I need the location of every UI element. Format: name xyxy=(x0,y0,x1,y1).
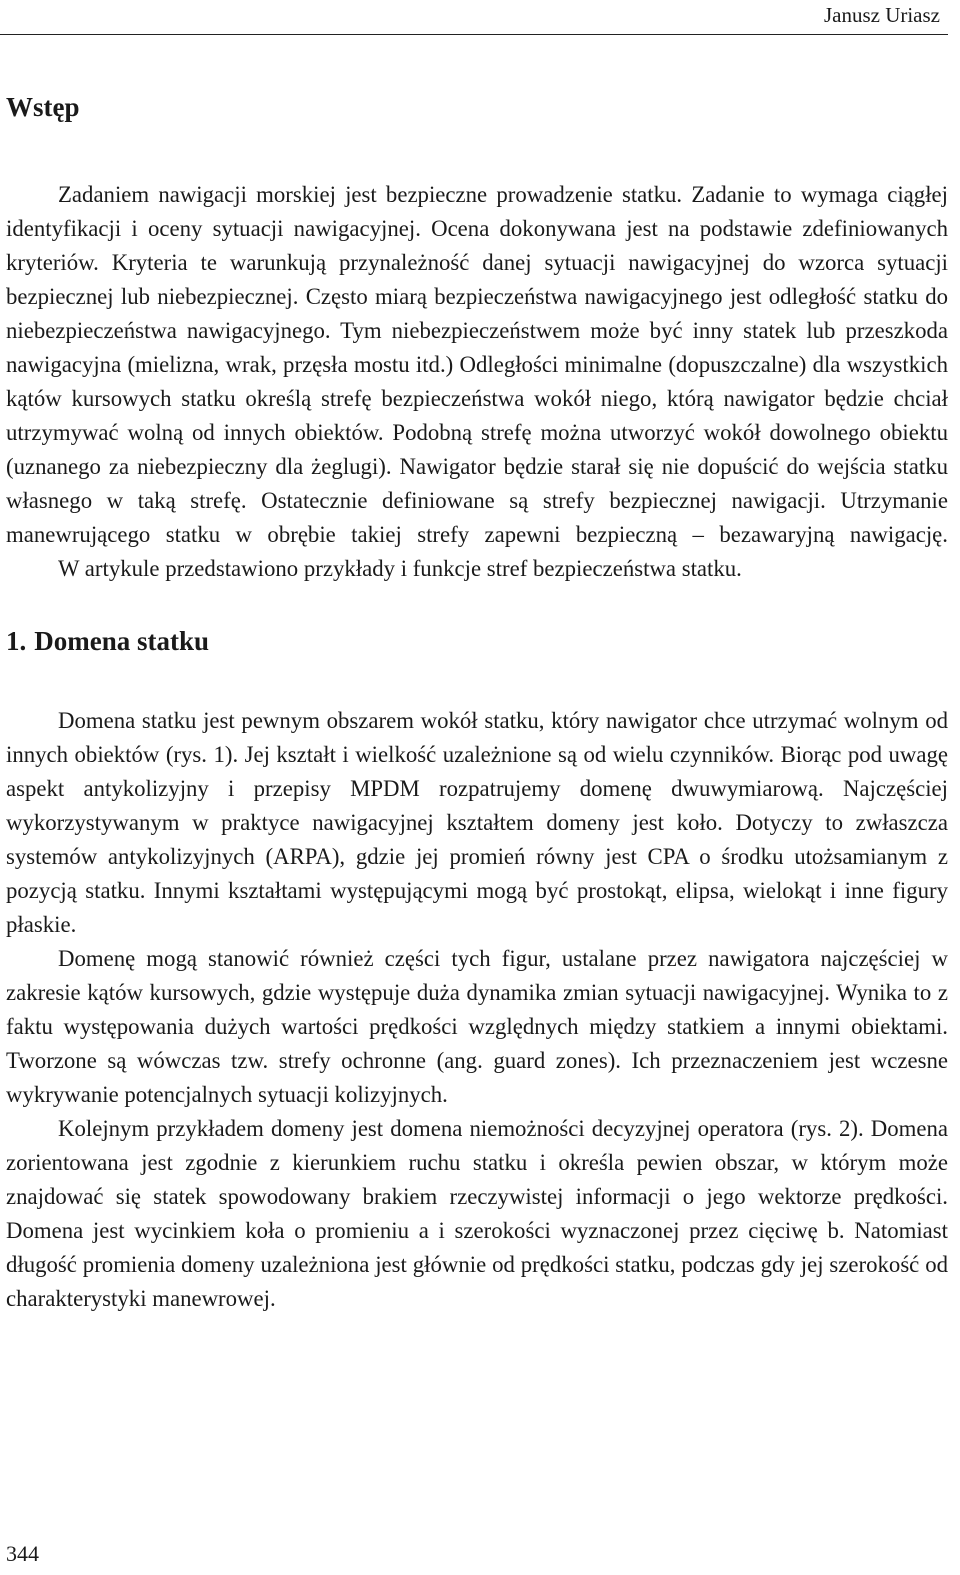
section-1-paragraph-3: Kolejnym przykładem domeny jest domena niemożności decyzyjnej operatora (rys. 2). Domena zorientowana jest zgodnie z kierunkiem ruchu statku i określa pewien obszar, w którym może znajdować się statek spowodowany brakiem rzeczywistej informacji o jego wektorze prędkości. Domena jest wycinkiem koła o promieniu a i szerokości wyznaczonej przez cięciwę b. Natomiast długość promienia domeny uzależniona jest głównie od prędkości statku, podczas gdy jej szerokość od charakterystyki manewrowej. xyxy=(6,1116,948,1311)
intro-paragraph-1: Zadaniem nawigacji morskiej jest bezpieczne prowadzenie statku. Zadanie to wymaga ciągłej identyfikacji i oceny sytuacji nawigacyjnej. Ocena dokonywana jest na podstawie zdefiniowanych kryteriów. Kryteria te warunkują przynależność danej sytuacji nawigacyjnej do wzorca sytuacji bezpiecznej lub niebezpiecznej. Często miarą bezpieczeństwa nawigacyjnego jest odległość statku do niebezpieczeństwa nawigacyjnego. Tym niebezpieczeństwem może być inny statek lub przeszkoda nawigacyjna (mielizna, wrak, przęsła mostu itd.) Odległości minimalne (dopuszczalne) dla wszystkich kątów kursowych statku określą strefę bezpieczeństwa wokół niego, którą nawigator będzie chciał utrzymywać wolną od innych obiektów. Podobną strefę można utworzyć wokół dowolnego obiektu (uznanego za niebezpieczny dla żeglugi). Nawigator będzie starał się nie dopuścić do wejścia statku własnego w taką strefę. Ostatecznie definiowane są strefy bezpiecznej nawigacji. Utrzymanie manewrującego statku w obrębie takiej strefy zapewni bezpieczną – bezawaryjną nawigację. xyxy=(6,182,948,547)
section-1-paragraph-2: Domenę mogą stanowić również części tych figur, ustalane przez nawigatora najczęściej w zakresie kątów kursowych, gdzie występuje duża dynamika zmian sytuacji nawigacyjnej. Wynika to z faktu występowania dużych wartości prędkości względnych między statkiem a innymi obiektami. Tworzone są wówczas tzw. strefy ochronne (ang. guard zones). Ich przeznaczeniem jest wczesne wykrywanie potencjalnych sytuacji kolizyjnych. xyxy=(6,946,948,1107)
running-header xyxy=(0,0,948,35)
section-1-title: Domena statku xyxy=(34,626,210,656)
section-1-number: 1. xyxy=(6,626,27,656)
page-number: 344 xyxy=(6,1541,39,1566)
header-author: Janusz Uriasz xyxy=(823,3,940,27)
intro-heading: Wstęp xyxy=(6,92,80,122)
section-1-paragraph-1: Domena statku jest pewnym obszarem wokół statku, który nawigator chce utrzymać wolnym od innych obiektów (rys. 1). Jej kształt i wielkość uzależnione są od wielu czynników. Biorąc pod uwagę aspekt antykolizyjny i przepisy MPDM rozpatrujemy domenę dwuwymiarową. Najczęściej wykorzystywanym w praktyce nawigacyjnej kształtem domeny jest koło. Dotyczy to zwłaszcza systemów antykolizyjnych (ARPA), gdzie jej promień równy jest CPA o środku utożsamianym z pozycją statku. Innymi kształtami występującymi mogą być prostokąt, elipsa, wielokąt i inne figury płaskie. xyxy=(6,708,948,937)
section-1-heading xyxy=(6,624,948,658)
intro-paragraph-2: W artykule przedstawiono przykłady i funkcje stref bezpieczeństwa statku. xyxy=(58,556,742,581)
page-body xyxy=(6,90,948,1316)
